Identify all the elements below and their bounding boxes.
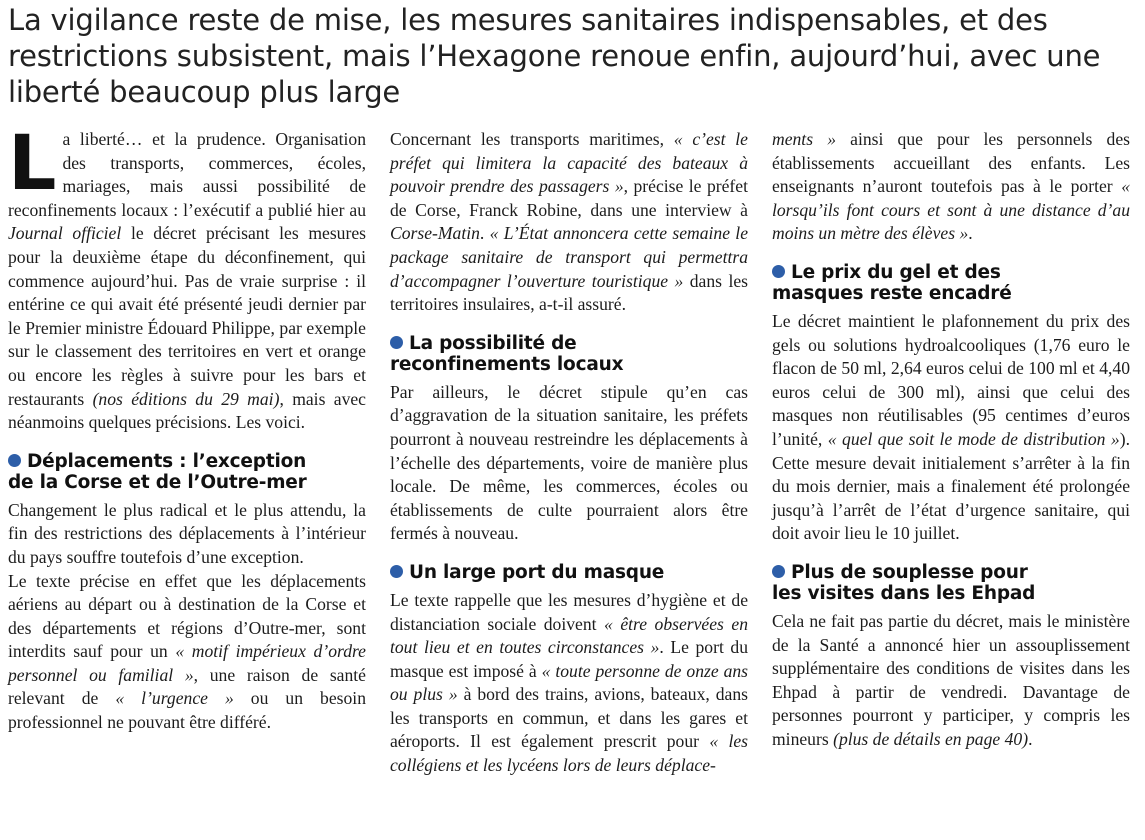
subheading-line: de la Corse et de l’Outre-mer xyxy=(8,471,307,493)
body-paragraph xyxy=(390,128,748,317)
subheading-line: Le prix du gel et des xyxy=(791,261,1001,283)
text-run-italic: (nos éditions du 29 mai) xyxy=(92,388,280,409)
text-run-italic: Journal officiel xyxy=(8,223,122,244)
subheading-line: reconfinements locaux xyxy=(390,353,624,375)
subheading-reconfinements xyxy=(390,333,748,375)
text-run-italic: « toute personne de onze ans ou plus » xyxy=(390,660,749,705)
bullet-icon xyxy=(390,336,403,349)
article-column-3 xyxy=(772,128,1130,751)
text-run-italic: « les collégiens et les lycéens lors de leurs déplace- xyxy=(390,731,748,776)
subheading-line: Plus de souplesse pour xyxy=(791,561,1028,583)
article-column-2 xyxy=(390,128,748,778)
subheading-line: Déplacements : l’exception xyxy=(27,450,307,472)
text-run-italic: ments » xyxy=(772,129,836,149)
text-run: Le décret maintient le plafonnement du prix des gels ou solutions hydroalcooliques (1,76 euro le flacon de 50 ml, 2,64 euros celui de 100 ml et 4,40 euros celui de 300 ml), ainsi que celui des masques non réutilisables (95 centimes d’euros l’unité, xyxy=(772,310,1130,449)
text-run-italic: Corse-Matin xyxy=(390,223,480,244)
text-run: Le texte rappelle que les mesures d’hygiène et de distanciation sociale doivent xyxy=(390,589,748,634)
text-run: . Le port du masque est imposé à xyxy=(390,637,748,681)
intro-paragraph xyxy=(8,118,366,435)
bullet-icon xyxy=(8,454,21,467)
text-run: a liberté… et la prudence. Organisation des transports, commerces, écoles, mariages, mais aussi possibilité de reconfinements locaux : l’exécutif a publié hier au xyxy=(8,129,366,220)
body-paragraph xyxy=(772,310,1130,546)
text-run: . xyxy=(479,223,490,244)
bullet-icon xyxy=(390,565,403,578)
text-run: ). Cette mesure devait initialement s’arrêter à la fin du mois dernier, mais a finalement été prolongée jusqu’à l’arrêt de l’état d’urgence sanitaire, qui doit avoir lieu le 10 juillet. xyxy=(772,428,1130,544)
subheading-deplacements xyxy=(8,451,366,493)
article-headline: La vigilance reste de mise, les mesures sanitaires indispensables, et des restrictions subsistent, mais l’Hexagone renoue enfin, aujourd’hui, avec une liberté beaucoup plus large xyxy=(8,3,1101,109)
subheading-line: Un large port du masque xyxy=(409,561,665,583)
text-run: , précise le préfet de Corse, Franck Robine, dans une interview à xyxy=(390,176,748,220)
text-run: le décret précisant les mesures pour la deuxième étape du déconfinement, qui commence aujourd’hui. Pas de vraie surprise : il entérine ce qui avait été présenté jeudi dernier par le Premier ministre Édouard Philippe, par exemple sur le classement des territoires en vert et orange ou encore les règles à suivre pour les bars et restaurants xyxy=(8,223,366,409)
article-column-1 xyxy=(8,118,366,735)
body-paragraph: Changement le plus radical et le plus attendu, la fin des restrictions des déplacements à l’intérieur du pays souffre toutefois d’une exception. xyxy=(8,499,366,567)
text-run: . xyxy=(1028,728,1033,749)
subheading-line: les visites dans les Ehpad xyxy=(772,582,1036,604)
text-run: ainsi que pour les personnels des établissements accueillant des enfants. Les enseignants n’auront toutefois pas à le porter xyxy=(772,129,1131,197)
body-paragraph xyxy=(390,589,748,778)
text-run-italic: (plus de détails en page 40) xyxy=(833,728,1029,749)
text-run: Cela ne fait pas partie du décret, mais le ministère de la Santé a annoncé hier un assouplissement supplémentaire des conditions de visites dans les Ehpad à partir de vendredi. Davantage de personnes pourront y participer, y compris les mineurs xyxy=(772,610,1130,749)
text-run-italic: « motif impérieux d’ordre personnel ou familial » xyxy=(8,641,366,685)
bullet-icon xyxy=(772,565,785,578)
subheading-line: La possibilité de xyxy=(409,332,577,354)
drop-cap: L xyxy=(8,118,57,207)
body-paragraph xyxy=(8,570,366,735)
subheading-ehpad xyxy=(772,562,1130,604)
text-run-italic: « être observées en tout lieu et en toutes circonstances » xyxy=(390,613,749,658)
text-run: dans les territoires insulaires, a-t-il assuré. xyxy=(390,270,748,315)
text-run: Concernant les transports maritimes, xyxy=(390,129,674,149)
text-run-italic: « lorsqu’ils font cours et sont à une distance d’au moins un mètre des élèves » xyxy=(772,176,1130,244)
text-run: à bord des trains, avions, bateaux, dans les transports en commun, et dans les gares et aéroports. Il est également prescrit pour xyxy=(390,684,748,752)
text-run-italic: « quel que soit le mode de distribution » xyxy=(827,428,1120,449)
text-run-italic: « l’urgence » xyxy=(115,688,234,709)
body-paragraph xyxy=(772,128,1130,246)
text-run-italic: « L’État annoncera cette semaine le package sanitaire de transport qui permettra d’accompagner l’ouverture touristique » xyxy=(390,223,749,291)
text-run-italic: « c’est le préfet qui limitera la capacité des bateaux à pouvoir prendre des passagers » xyxy=(390,129,748,197)
subheading-line: masques reste encadré xyxy=(772,282,1012,304)
body-paragraph: Par ailleurs, le décret stipule qu’en cas d’aggravation de la situation sanitaire, les préfets pourront à nouveau restreindre les déplacements à l’échelle des départements, voire de manière plus locale. De même, les commerces, écoles ou établissements de culte pourraient alors être fermés à nouveau. xyxy=(390,381,748,544)
text-run: . xyxy=(968,223,973,244)
subheading-masque xyxy=(390,562,748,583)
text-run: , mais avec néanmoins quelques précisions. Les voici. xyxy=(8,388,366,433)
body-paragraph xyxy=(772,610,1130,752)
subheading-prix-gel xyxy=(772,262,1130,304)
text-run: , une raison de santé relevant de xyxy=(8,664,366,709)
text-run: ou un besoin professionnel ne pouvant être différé. xyxy=(8,688,366,733)
bullet-icon xyxy=(772,265,785,278)
text-run: Le texte précise en effet que les déplacements aériens au départ ou à destination de la Corse et des départements et régions d’Outre-mer, sont interdits sauf pour un xyxy=(8,570,366,662)
